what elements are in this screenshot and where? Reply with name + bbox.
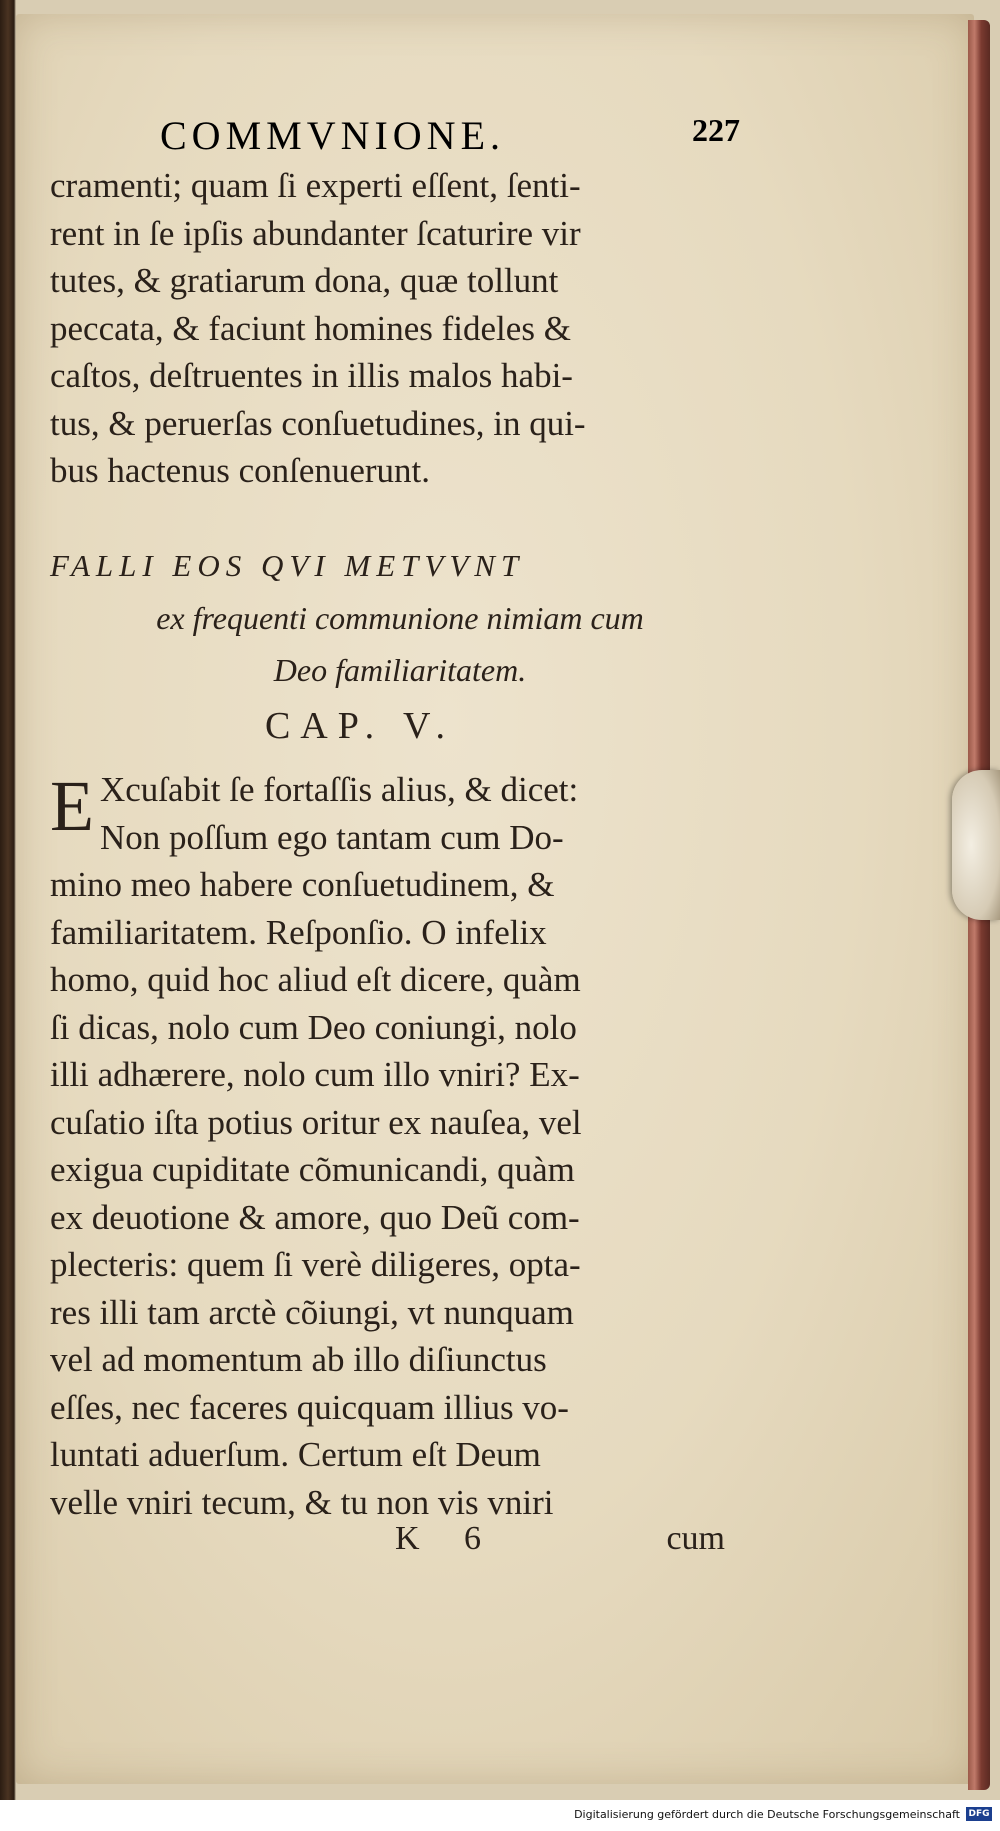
text-line: ſi dicas, nolo cum Deo coniungi, nolo: [50, 1007, 577, 1047]
heading-line: Deo familiaritatem.: [273, 652, 527, 688]
text-line: luntati aduerſum. Certum eſt Deum: [50, 1435, 541, 1474]
paragraph: [50, 766, 750, 1526]
heading-line: ex frequenti communione nimiam cum: [156, 600, 644, 636]
text-line: peccata, & faciunt homines fideles &: [50, 308, 571, 348]
text-line: illi adhærere, nolo cum illo vniri? Ex-: [50, 1055, 580, 1094]
text-line: exigua cupiditate cõmunicandi, quàm: [50, 1150, 575, 1189]
catch-line: [395, 1520, 725, 1570]
section-heading: [50, 540, 750, 696]
chapter-title: CAP. V.: [264, 705, 456, 747]
text-line: res illi tam arctè cõiungi, vt nunquam: [50, 1292, 574, 1332]
text-line: eſſes, nec faceres quicquam illius vo-: [50, 1387, 569, 1427]
text-line: bus hactenus conſenuerunt.: [50, 451, 431, 490]
text-line: homo, quid hoc aliud eſt dicere, quàm: [50, 960, 581, 999]
text-line: mino meo habere conſuetudinem, &: [50, 865, 555, 904]
text-line: familiaritatem. Reſponſio. O infelix: [50, 912, 547, 952]
text-line: rent in ſe ipſis abundanter ſcaturire vir: [50, 213, 581, 253]
footer-credit: Digitalisierung gefördert durch die Deutsche Forschungsgemeinschaft: [574, 1808, 960, 1821]
text-line: plecteris: quem ſi verè diligeres, opta-: [50, 1245, 581, 1284]
catchword: cum: [666, 1520, 725, 1557]
page-number: 227: [692, 112, 740, 148]
body-text: [50, 162, 750, 495]
text-line: caſtos, deſtruentes in illis malos habi-: [50, 356, 573, 395]
running-head-title: COMMVNIONE.: [160, 113, 505, 158]
text-line: ex deuotione & amore, quo Deũ com-: [50, 1197, 580, 1237]
drop-cap: E: [50, 766, 94, 846]
text-line: cuſatio iſta potius oritur ex nauſea, vel: [50, 1102, 582, 1142]
signature-mark: K 6: [395, 1520, 500, 1557]
book-clasp: [952, 770, 1000, 920]
text-line: cramenti; quam ſi experti eſſent, ſenti-: [50, 166, 581, 205]
text-line: tutes, & gratiarum dona, quæ tollunt: [50, 261, 559, 300]
heading-line: FALLI EOS QVI METVVNT: [50, 548, 525, 583]
dfg-logo-icon: DFG: [966, 1807, 992, 1821]
text-line: Non poſſum ego tantam cum Do-: [100, 817, 564, 857]
text-line: tus, & peruerſas conſuetudines, in qui-: [50, 403, 586, 443]
footer-bar: [0, 1800, 1000, 1831]
running-head: [160, 112, 740, 162]
text-line: Xcuſabit ſe fortaſſis alius, & dicet:: [100, 770, 579, 809]
text-line: vel ad momentum ab illo diſiunctus: [50, 1340, 547, 1379]
text-line: velle vniri tecum, & tu non vis vniri: [50, 1482, 554, 1522]
